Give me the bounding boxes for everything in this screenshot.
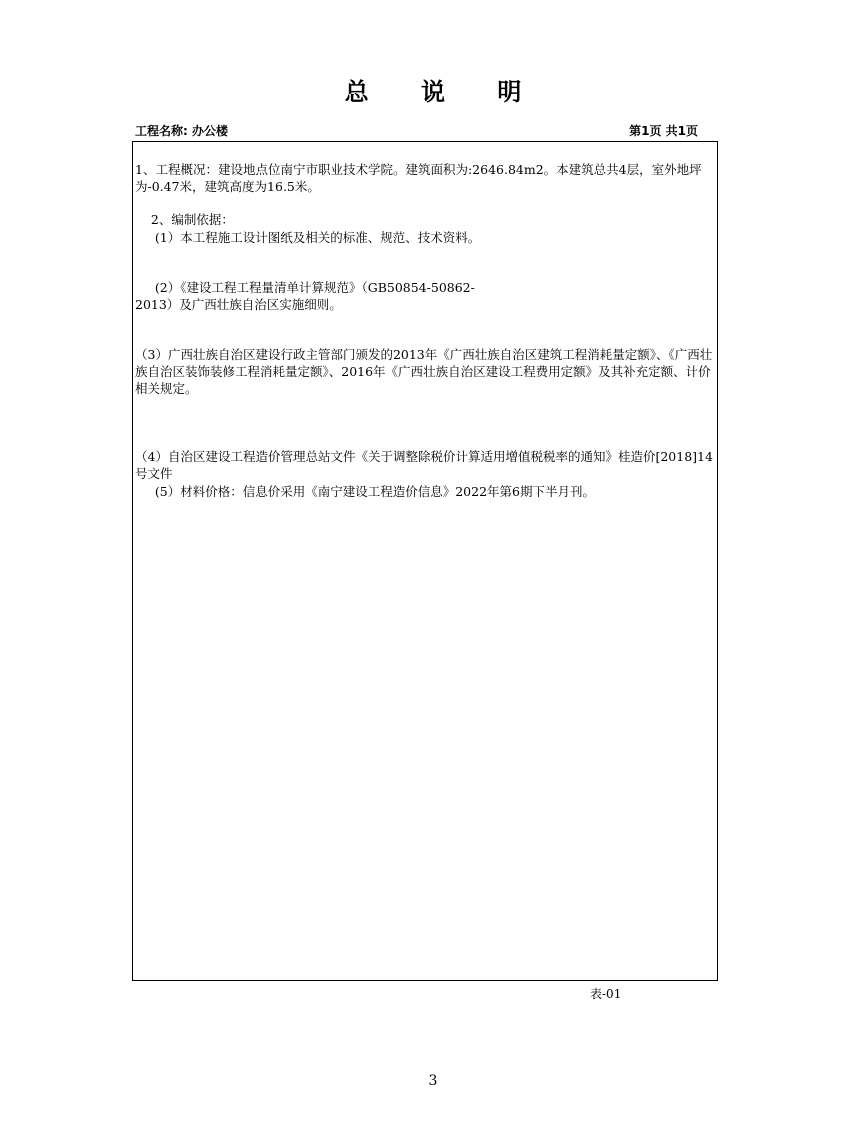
document-header-row — [135, 122, 698, 140]
paragraph-project-overview: 1、工程概况：建设地点位南宁市职业技术学院。建筑面积为:2646.84m2。本建筑总共4层，室外地坪为-0.47米，建筑高度为16.5米。 — [135, 162, 702, 194]
paragraph-basis-heading: 2、编制依据： — [135, 212, 234, 227]
page-number: 3 — [428, 1073, 438, 1089]
paragraph-basis-5: (5）材料价格：信息价采用《南宁建设工程造价信息》2022年第6期下半月刊。 — [135, 484, 595, 499]
document-title: 总 说 明 — [344, 78, 544, 106]
paragraph-basis-4: （4）自治区建设工程造价管理总站文件《关于调整除税价计算适用增值税税率的通知》桂造价[2018]14号文件 — [135, 449, 713, 481]
paragraph-basis-3: （3）广西壮族自治区建设行政主管部门颁发的2013年《广西壮族自治区建筑工程消耗量定额》、《广西壮族自治区装饰装修工程消耗量定额》、2016年《广西壮族自治区建设工程费用定额》及其补充定额、计价相关规定。 — [135, 347, 713, 396]
table-code: 表-01 — [590, 987, 622, 1001]
paragraph-basis-2: (2）《建设工程工程量清单计算规范》（GB50854-50862- 2013）及广西壮族自治区实施细则。 — [135, 280, 475, 312]
project-name: 工程名称: 办公楼 — [135, 124, 228, 138]
description-box — [132, 141, 718, 981]
page-info: 第1页 共1页 — [629, 124, 698, 138]
paragraph-basis-1: (1）本工程施工设计图纸及相关的标准、规范、技术资料。 — [135, 230, 481, 245]
